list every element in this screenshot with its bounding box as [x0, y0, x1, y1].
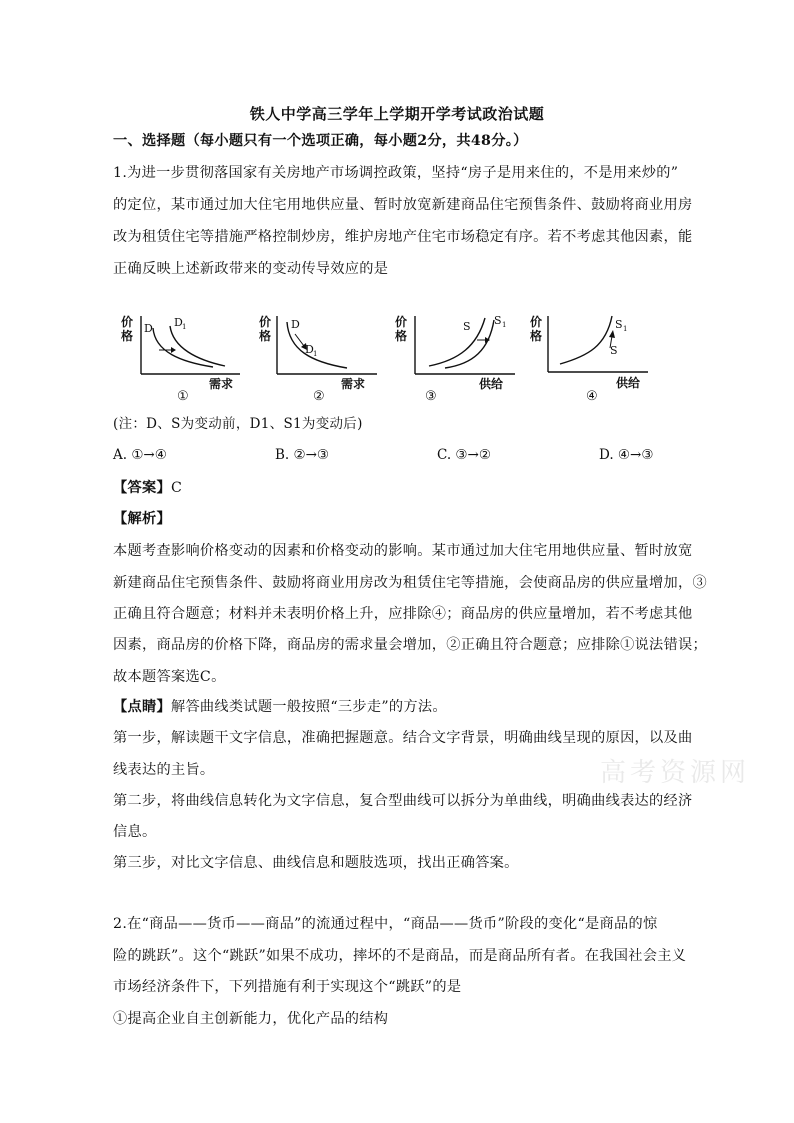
graph-4: [528, 308, 658, 403]
step-line-3: 第二步，将曲线信息转化为文字信息，复合型曲线可以拆分为单曲线，明确曲线表达的经济: [113, 793, 693, 809]
graph-4-y-label-a: 价: [530, 315, 543, 329]
graph-4-curve-b-label: S: [615, 318, 623, 331]
graph-1-curve-b-label: D: [174, 316, 183, 329]
graph-1-curve-b-sub: 1: [182, 323, 187, 331]
q2-line-1: 2.在“商品——货币——商品”的流通过程中，“商品——货币”阶段的变化“是商品的惊: [113, 916, 658, 932]
graph-4-number: ④: [586, 389, 598, 404]
graph-1-y-label-b: 格: [121, 329, 134, 343]
graph-3-curve-s: [429, 318, 485, 366]
analysis-line-4: 因素，商品房的价格下降，商品房的需求量会增加，②正确且符合题意；应排除①说法错误；: [113, 637, 707, 653]
graph-2-curve-a-label: D: [291, 318, 300, 331]
q2-line-4: ①提高企业自主创新能力，优化产品的结构: [113, 1011, 389, 1027]
q1-line-4: 正确反映上述新政带来的变动传导效应的是: [113, 261, 389, 277]
option-d: D. ④→③: [599, 447, 654, 463]
answer-label: 【答案】: [113, 480, 171, 496]
graph-3: [393, 308, 523, 403]
graph-4-curve-b-sub: 1: [623, 325, 628, 333]
q1-line-2: 的定位，某市通过加大住宅用地供应量、暂时放宽新建商品住宅预售条件、鼓励将商业用房: [113, 197, 693, 213]
step-line-5: 第三步，对比文字信息、曲线信息和题肢选项，找出正确答案。: [113, 855, 519, 871]
analysis-line-3: 正确且符合题意；材料并未表明价格上升，应排除④；商品房的供应量增加，若不考虑其他: [113, 606, 693, 622]
graph-1-curve-d1: [170, 326, 225, 366]
step-line-4: 信息。: [113, 824, 157, 840]
option-b: B. ②→③: [275, 447, 330, 463]
graph-1-curve-a-label: D: [144, 322, 153, 335]
graph-2-curve-b-label: D: [305, 343, 314, 356]
tip-row: [113, 697, 447, 717]
graph-4-curve-s: [560, 316, 612, 364]
graph-3-y-label-b: 格: [395, 329, 408, 343]
option-c: C. ③→②: [437, 447, 491, 463]
analysis-label: 【解析】: [113, 511, 171, 527]
graph-2-y-label-b: 格: [259, 329, 272, 343]
q1-line-3: 改为租赁住宅等措施严格控制炒房，维护房地产住宅市场稳定有序。若不考虑其他因素，能: [113, 229, 693, 245]
graph-2-number: ②: [313, 389, 325, 404]
tip-label: 【点睛】: [113, 699, 171, 715]
step-line-1: 第一步，解读题干文字信息，准确把握题意。结合文字背景，明确曲线呈现的原因，以及曲: [113, 730, 693, 746]
section-heading: 一、选择题（每小题只有一个选项正确，每小题2分，共48分。）: [113, 133, 528, 149]
option-a: A. ①→④: [113, 447, 167, 463]
graph-2-x-label: 需求: [341, 377, 366, 391]
answer-value: C: [170, 480, 183, 496]
graph-1-number: ①: [177, 389, 189, 404]
graph-1-y-label-a: 价: [121, 315, 134, 329]
graph-3-x-label: 供给: [479, 377, 504, 391]
graph-3-number: ③: [425, 389, 437, 404]
graph-3-curve-a-label: S: [463, 320, 471, 333]
graph-note: (注：D、S为变动前，D1、S1为变动后): [113, 416, 363, 432]
graph-4-x-label: 供给: [616, 376, 641, 390]
tip-text: 解答曲线类试题一般按照“三步走”的方法。: [170, 699, 447, 715]
graph-2-curve-b-sub: 1: [313, 350, 318, 358]
watermark: 高考资源网: [600, 758, 751, 788]
step-line-2: 线表达的主旨。: [113, 762, 215, 778]
page-title: 铁人中学高三学年上学期开学考试政治试题: [249, 105, 545, 123]
graph-1-x-label: 需求: [209, 377, 234, 391]
graph-4-curve-a-label: S: [610, 344, 618, 357]
q2-line-2: 险的跳跃”。这个“跳跃”如果不成功，摔坏的不是商品，而是商品所有者。在我国社会主义: [113, 948, 687, 964]
q2-line-3: 市场经济条件下，下列措施有利于实现这个“跳跃”的是: [113, 979, 462, 995]
graph-1: [115, 308, 245, 403]
analysis-line-2: 新建商品住宅预售条件、鼓励将商业用房改为租赁住宅等措施，会使商品房的供应量增加，③: [113, 575, 707, 591]
answer-row: [113, 478, 182, 498]
graph-3-curve-b-label: S: [494, 314, 502, 327]
graph-3-curve-b-sub: 1: [502, 321, 507, 329]
graph-2: [255, 308, 385, 403]
analysis-line-5: 故本题答案选C。: [113, 669, 226, 685]
q1-line-1: 1.为进一步贯彻落国家有关房地产市场调控政策，坚持“房子是用来住的，不是用来炒的”: [113, 165, 679, 181]
analysis-line-1: 本题考查影响价格变动的因素和价格变动的影响。某市通过加大住宅用地供应量、暂时放宽: [113, 543, 693, 559]
graph-3-y-label-a: 价: [395, 315, 408, 329]
graph-4-y-label-b: 格: [530, 329, 543, 343]
graph-2-y-label-a: 价: [259, 315, 272, 329]
